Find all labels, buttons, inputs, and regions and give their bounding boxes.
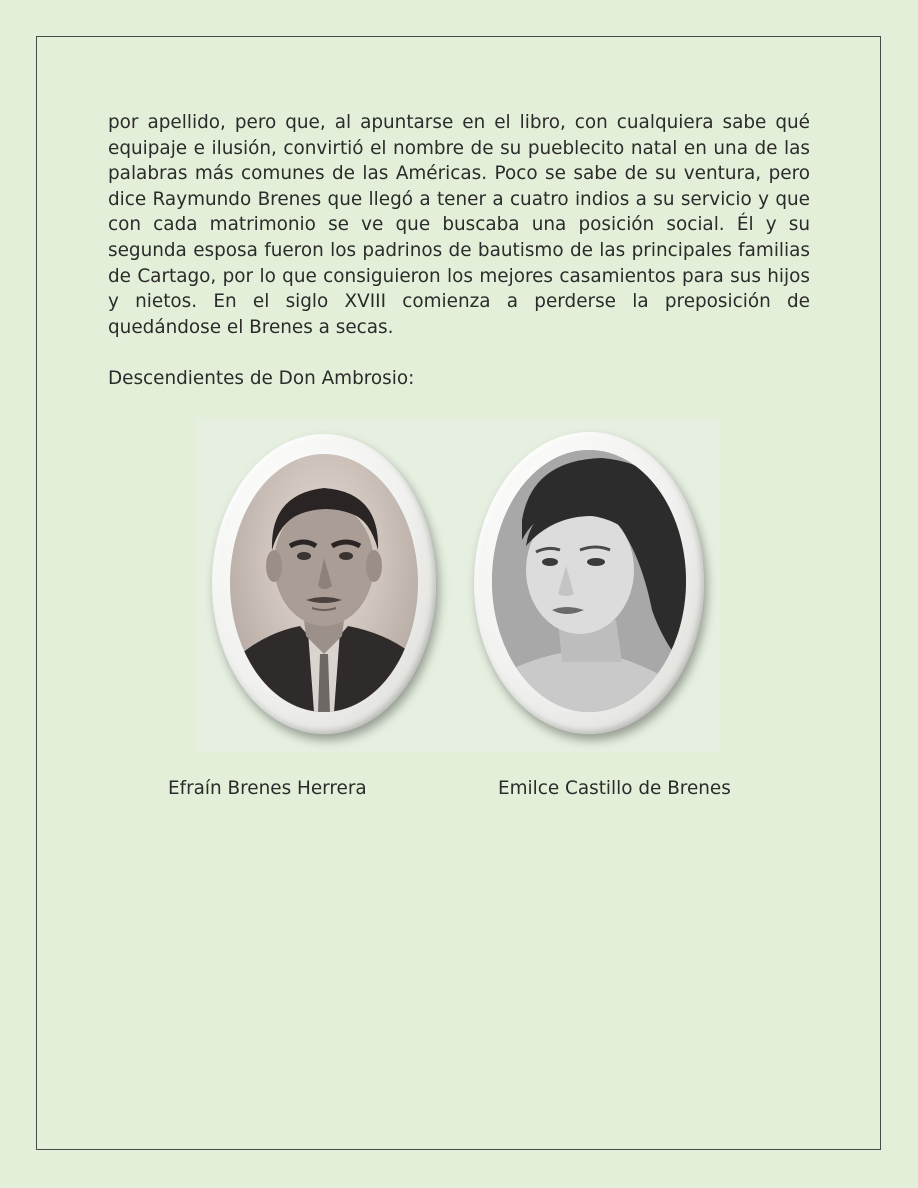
body-paragraph: por apellido, pero que, al apuntarse en el libro, con cualquiera sabe qué equipaje e ilusión, convirtió el nombre de su pueblecito natal en una de las palabras más comunes de las Américas. Poco se sabe de su ventura, pero dice Raymundo Brenes que llegó a tener a cuatro indios a su servicio y que con cada matrimonio se ve que buscaba una posición social. Él y su segunda esposa fueron los padrinos de bautismo de las principales familias de Cartago, por lo que consiguieron los mejores casamientos para sus hijos y nietos. En el siglo XVIII comienza a perderse la preposición de quedándose el Brenes a secas. bbox=[108, 112, 810, 338]
portrait-frame-left bbox=[212, 434, 436, 734]
portrait-photo-woman bbox=[492, 450, 686, 712]
descendants-heading: Descendientes de Don Ambrosio: bbox=[108, 368, 415, 389]
caption-efrain: Efraín Brenes Herrera bbox=[168, 778, 367, 799]
portrait-frame-right bbox=[474, 432, 704, 734]
portrait-photo-man bbox=[230, 454, 418, 712]
caption-emilce: Emilce Castillo de Brenes bbox=[498, 778, 731, 799]
portraits-image bbox=[196, 418, 720, 752]
